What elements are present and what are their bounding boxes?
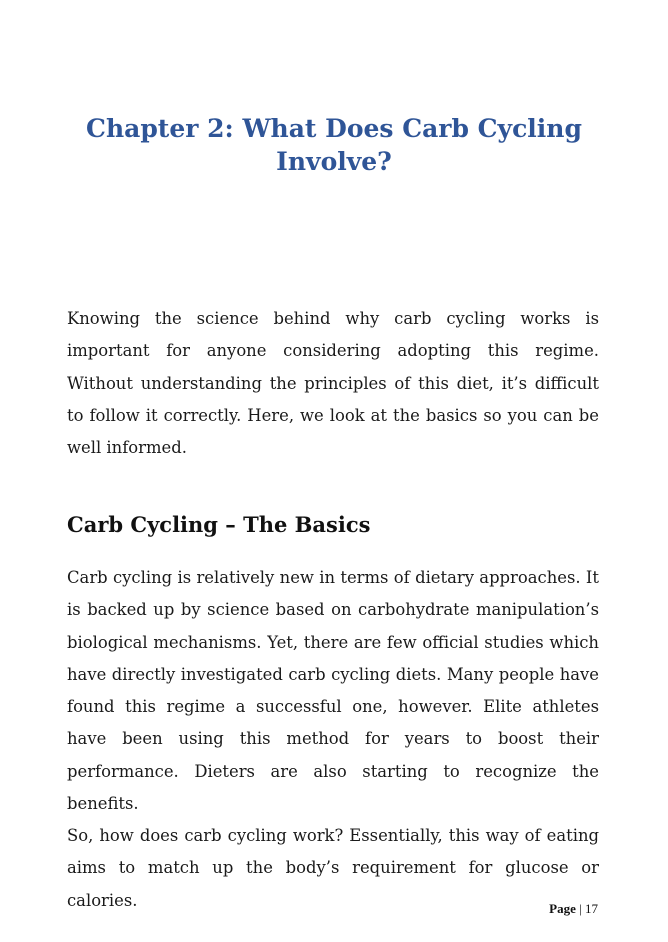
section-heading: Carb Cycling – The Basics [67,512,371,537]
section-paragraph-how: So, how does carb cycling work? Essentially, this way of eating aims to match up the body’s requirement for glucose or calories. [67,826,599,910]
page-number: 17 [585,901,598,916]
section-paragraph-basics: Carb cycling is relatively new in terms of dietary approaches. It is backed up by science based on carbohydrate manipulation’s biological mechanisms. Yet, there are few official studies which have directly investigated carb cycling diets. Many people have found this regime a successful one, however. Elite athletes have been using this method for years to boost their performance. Dieters are also starting to recognize the benefits. [67,568,599,814]
page-separator: | [579,901,582,916]
intro-paragraph: Knowing the science behind why carb cycling works is important for anyone considering adopting this regime. Without understanding the principles of this diet, it’s difficult to follow it correctly. Here, we look at the basics so you can be well informed. [67,309,599,458]
page-footer [549,901,598,917]
page-label: Page [549,901,576,916]
chapter-title: Chapter 2: What Does Carb Cycling Involve? [86,114,582,176]
